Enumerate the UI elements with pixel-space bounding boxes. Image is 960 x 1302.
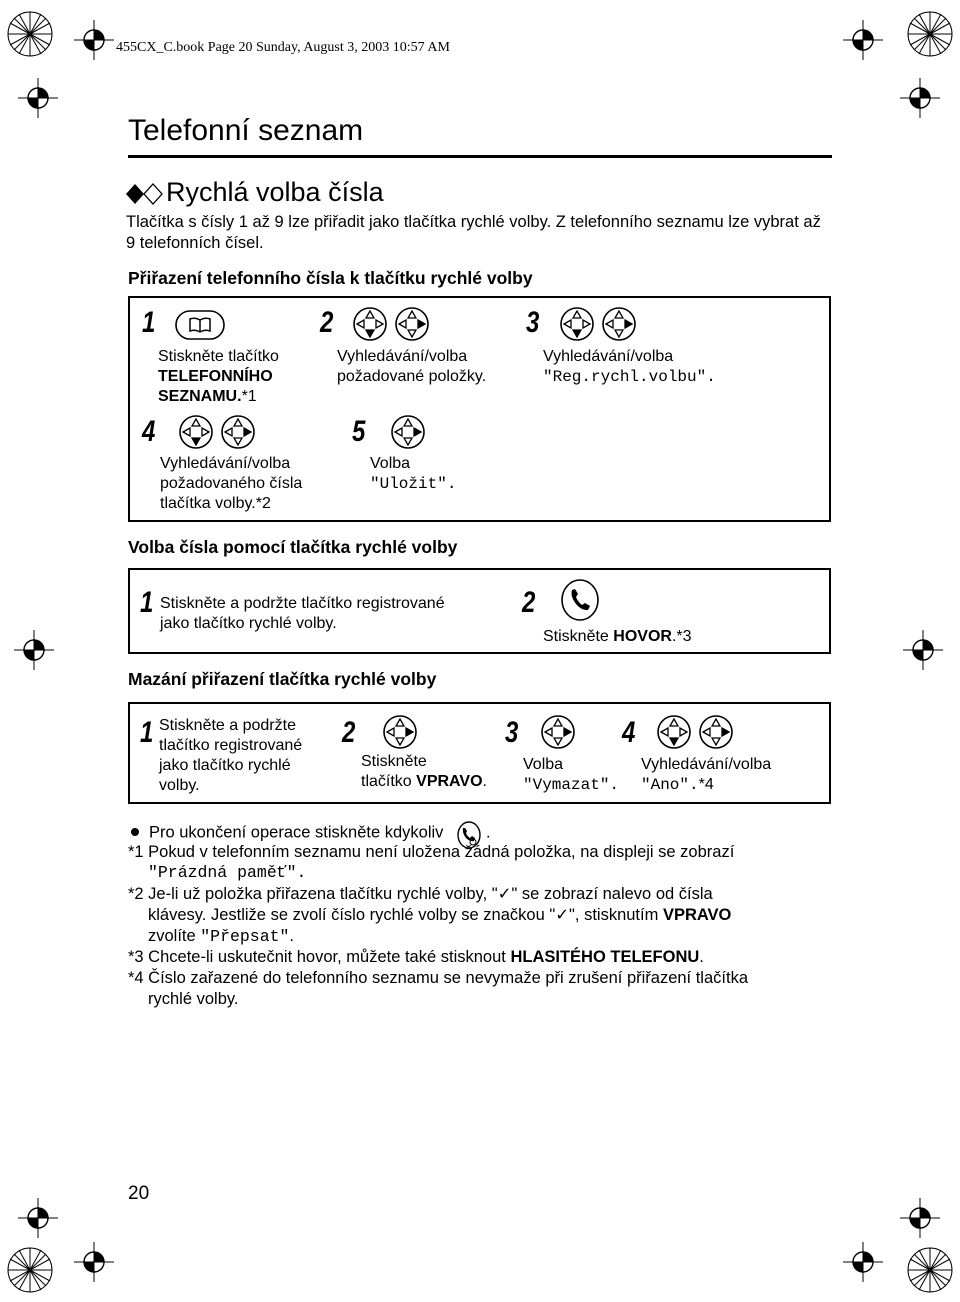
navigator-up-down-icon xyxy=(352,306,388,342)
dial-step-2-number: 2 xyxy=(522,586,536,619)
navigator-right-icon xyxy=(220,414,256,450)
assign-step-4-number: 4 xyxy=(142,415,156,448)
note-2-b1: klávesy. Jestliže se zvolí číslo rychlé volby se značkou " xyxy=(148,906,556,924)
assign-step-5-line1: Volba xyxy=(370,455,411,472)
dial-step-2-bold: HOVOR xyxy=(613,628,672,645)
note-2-c1: zvolíte xyxy=(148,927,201,945)
delete-step-3-line1: Volba xyxy=(523,756,564,773)
assign-step-2-line2: požadované položky. xyxy=(337,368,487,385)
note-2-b xyxy=(148,905,731,925)
phonebook-button-icon xyxy=(175,310,225,340)
assign-heading: Přiřazení telefonního čísla k tlačítku rychlé volby xyxy=(128,268,533,288)
assign-step-1-note: *1 xyxy=(241,388,257,405)
navigator-up-down-icon xyxy=(656,714,692,750)
note-2-c xyxy=(148,926,294,947)
delete-heading: Mazání přiřazení tlačítka rychlé volby xyxy=(128,669,437,689)
assign-step-1-line1: Stiskněte tlačítko xyxy=(158,348,279,365)
note-2-a xyxy=(128,884,713,904)
delete-step-3-number: 3 xyxy=(505,716,519,749)
notes-bullet-end: . xyxy=(486,823,491,842)
note-2-b2: ", stisknutím xyxy=(569,906,663,924)
note-2-b-bold: VPRAVO xyxy=(662,906,732,924)
navigator-up-down-icon xyxy=(178,414,214,450)
note-2-c2: . xyxy=(289,927,294,945)
assign-step-2-number: 2 xyxy=(320,306,334,339)
assign-step-2-line1: Vyhledávání/volba xyxy=(337,348,468,365)
registration-mark-top-right xyxy=(843,20,883,60)
assign-step-1-line3-wrap xyxy=(158,387,257,407)
delete-step-4-line1: Vyhledávání/volba xyxy=(641,756,772,773)
note-3-end: . xyxy=(699,948,704,966)
registration-mark-bottom-right xyxy=(900,1198,940,1238)
diamond-bullet-icon xyxy=(125,183,165,205)
assign-step-5-number: 5 xyxy=(352,415,366,448)
assign-step-1-line2: TELEFONNÍHO xyxy=(158,368,273,385)
starburst-mark-top-right xyxy=(906,10,954,58)
section-title: Rychlá volba čísla xyxy=(166,177,384,207)
navigator-right-icon xyxy=(382,714,418,750)
dial-step-1-line1: Stiskněte a podržte tlačítko registrované xyxy=(160,595,445,612)
note-1-a: *1 Pokud v telefonním seznamu není uložena žádná položka, na displeji se zobrazí xyxy=(128,843,735,861)
delete-step-1-line2: tlačítko registrované xyxy=(159,737,303,754)
delete-step-4-note: *4 xyxy=(698,776,714,793)
note-2-c-mono: "Přepsat" xyxy=(200,927,290,946)
dial-heading: Volba čísla pomocí tlačítka rychlé volby xyxy=(128,537,458,557)
registration-mark-bottom-left-2 xyxy=(74,1242,114,1282)
registration-mark-mid-right xyxy=(903,630,943,670)
note-3 xyxy=(128,947,704,967)
assign-step-4-line1: Vyhledávání/volba xyxy=(160,455,291,472)
registration-mark-top-left xyxy=(74,20,114,60)
dial-step-2-text xyxy=(543,627,692,647)
delete-step-1-line1: Stiskněte a podržte xyxy=(159,717,296,734)
navigator-right-icon xyxy=(394,306,430,342)
starburst-mark-bottom-right xyxy=(906,1246,954,1294)
navigator-right-icon xyxy=(390,414,426,450)
note-3-a: *3 Chcete-li uskutečnit hovor, můžete také stisknout xyxy=(128,948,511,966)
navigator-right-icon xyxy=(540,714,576,750)
print-header: 455CX_C.book Page 20 Sunday, August 3, 2003 10:57 AM xyxy=(116,40,450,55)
note-4-b: rychlé volby. xyxy=(148,990,239,1008)
delete-step-4-number: 4 xyxy=(622,716,636,749)
delete-step-2-text xyxy=(361,772,487,792)
dial-step-2-line1: Stiskněte xyxy=(543,628,614,645)
registration-mark-mid-left xyxy=(14,630,54,670)
section-intro: Tlačítka s čísly 1 až 9 lze přiřadit jako tlačítka rychlé volby. Z telefonního seznamu lze vybrat až 9 telefonních čísel. xyxy=(126,213,821,252)
registration-mark-bottom-left xyxy=(18,1198,58,1238)
delete-step-2-line1: Stiskněte xyxy=(361,753,427,770)
assign-step-3-number: 3 xyxy=(526,306,540,339)
starburst-mark-bottom-left xyxy=(6,1246,54,1294)
delete-step-2-bold: VPRAVO xyxy=(416,773,483,790)
dial-step-1-line2: jako tlačítko rychlé volby. xyxy=(160,615,337,632)
page-number: 20 xyxy=(128,1183,150,1204)
assign-step-3-display: "Reg.rychl.volbu". xyxy=(543,368,716,386)
delete-step-3-display: "Vymazat". xyxy=(523,776,620,794)
delete-step-4-text xyxy=(641,775,714,795)
page-title: Telefonní seznam xyxy=(128,114,364,147)
check-mark-icon: ✓ xyxy=(497,885,512,903)
talk-button-icon xyxy=(560,578,600,622)
registration-mark-bottom-right-2 xyxy=(843,1242,883,1282)
check-mark-icon: ✓ xyxy=(555,906,570,924)
note-2-a2: " se zobrazí nalevo od čísla xyxy=(511,885,713,903)
starburst-mark-top-left xyxy=(6,10,54,58)
assign-step-5-display: "Uložit". xyxy=(370,475,457,493)
registration-mark-top-left-2 xyxy=(18,78,58,118)
delete-step-4-display: "Ano". xyxy=(641,776,699,794)
navigator-up-down-icon xyxy=(559,306,595,342)
registration-mark-top-right-2 xyxy=(900,78,940,118)
title-rule xyxy=(128,155,832,158)
delete-step-2-line2: tlačítko xyxy=(361,773,417,790)
assign-step-3-line1: Vyhledávání/volba xyxy=(543,348,674,365)
delete-step-2-number: 2 xyxy=(342,716,356,749)
assign-step-4-line2: požadovaného čísla xyxy=(160,475,303,492)
delete-step-1-number: 1 xyxy=(140,716,154,749)
assign-step-1-line3: SEZNAMU. xyxy=(158,388,242,405)
navigator-right-icon xyxy=(601,306,637,342)
delete-step-1-line3: jako tlačítko rychlé xyxy=(159,757,291,774)
bullet-dot xyxy=(131,828,139,836)
assign-step-1-number: 1 xyxy=(142,306,156,339)
note-2-a1: *2 Je-li už položka přiřazena tlačítku rychlé volby, " xyxy=(128,885,498,903)
assign-step-4-line3: tlačítka volby.*2 xyxy=(160,495,271,512)
delete-step-1-line4: volby. xyxy=(159,777,200,794)
note-4-a: *4 Číslo zařazené do telefonního seznamu se nevymaže při zrušení přiřazení tlačítka xyxy=(128,969,748,987)
dial-step-1-number: 1 xyxy=(140,586,154,619)
notes-bullet: Pro ukončení operace stiskněte kdykoliv xyxy=(149,823,444,842)
note-1-b: "Prázdná paměť". xyxy=(148,863,307,882)
delete-step-2-end: . xyxy=(482,773,487,790)
dial-step-2-note: .*3 xyxy=(671,628,692,645)
note-3-bold: HLASITÉHO TELEFONU xyxy=(510,948,700,966)
navigator-right-icon xyxy=(698,714,734,750)
